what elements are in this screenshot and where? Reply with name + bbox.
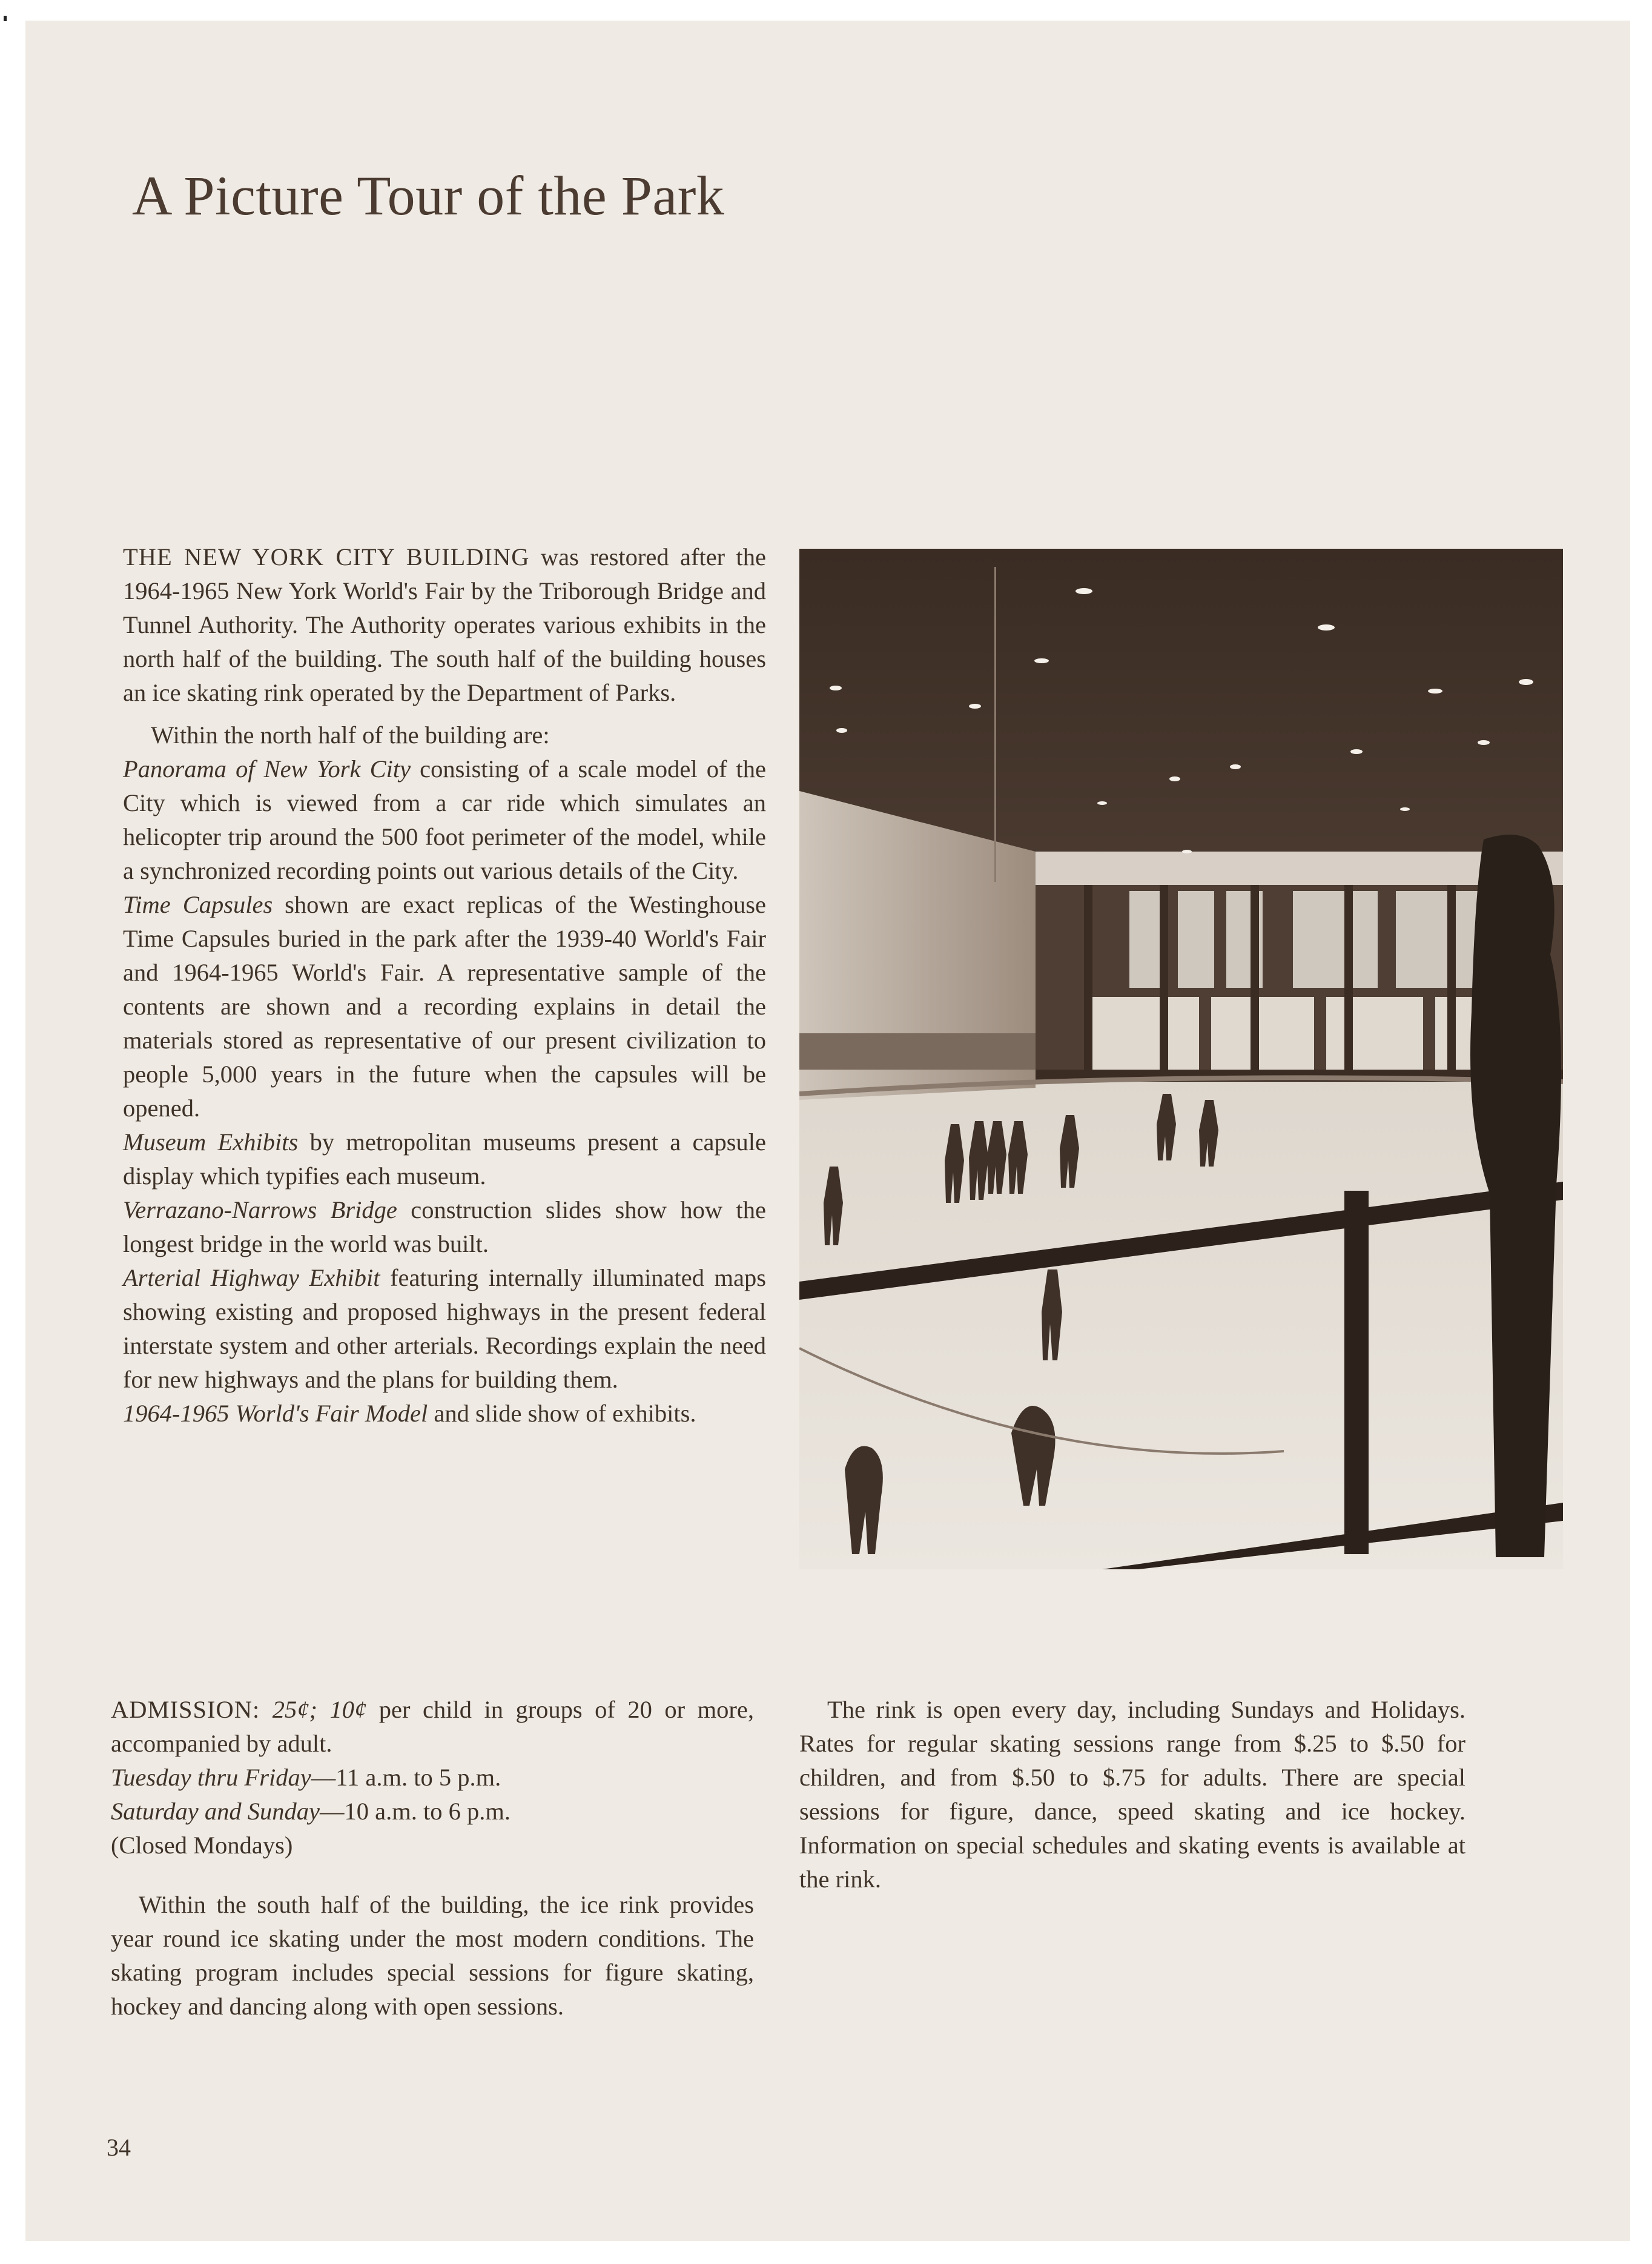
within-north-text: Within the north half of the building are: [151, 721, 550, 749]
exhibit-name: Arterial Highway Exhibit [123, 1264, 380, 1291]
page-title: A Picture Tour of the Park [132, 165, 725, 227]
admission-text: per child in groups of 20 or more, accompanied by adult. [111, 1696, 754, 1757]
exhibit-text: shown are exact replicas of the Westinghouse Time Capsules buried in the park after the 1939-40 World's Fair and 1964-1965 World's Fair. A representative sample of the contents are shown and a recording explains in detail the materials stored as representative of our present civilization to people 5,000 years in the future when the capsules will be opened. [123, 891, 766, 1122]
exhibit-item [123, 1125, 766, 1193]
exhibit-item [123, 888, 766, 1125]
hours-line [111, 1795, 754, 1829]
admission-paragraph [111, 1693, 754, 1761]
intro-text: was restored after the 1964-1965 New York World's Fair by the Triborough Bridge and Tunnel Authority. The Authority operates various exhibits in the north half of the building. The south half of the building houses an ice skating rink operated by the Department of Parks. [123, 543, 766, 706]
hours-days: Tuesday thru Friday [111, 1764, 311, 1791]
exhibit-item [123, 1261, 766, 1397]
exhibit-text: featuring internally illuminated maps showing existing and proposed highways in the present federal interstate system and other arterials. Recordings explain the need for new highways and the plans for building them. [123, 1264, 766, 1393]
exhibit-name: Verrazano-Narrows Bridge [123, 1196, 397, 1223]
exhibit-text: by metropolitan museums present a capsule display which typifies each museum. [123, 1128, 766, 1190]
column-rink [799, 1693, 1465, 1896]
intro-paragraph [123, 540, 766, 710]
south-half-paragraph: Within the south half of the building, the ice rink provides year round ice skating under the most modern conditions. The skating program includes special sessions for figure skating, hockey and dancing along with open sessions. [111, 1891, 754, 2020]
scan-mark [4, 16, 7, 21]
hours-time: —11 a.m. to 5 p.m. [311, 1764, 501, 1791]
hours-days: Saturday and Sunday [111, 1798, 320, 1825]
admission-price: 25¢; 10¢ [260, 1696, 367, 1723]
hours-time: —10 a.m. to 6 p.m. [319, 1798, 510, 1825]
ice-rink-photo [799, 549, 1563, 1569]
rink-paragraph: The rink is open every day, including Sundays and Holidays. Rates for regular skating sessions range from $.25 to $.50 for children, and from $.50 to $.75 for adults. There are special sessions for figure, dance, speed skating and ice hockey. Information on special schedules and skating events is available at the rink. [799, 1696, 1465, 1893]
intro-heading: THE NEW YORK CITY BUILDING [123, 543, 530, 571]
closed-note: (Closed Mondays) [111, 1832, 293, 1859]
exhibit-item [123, 752, 766, 888]
column-exhibits [123, 540, 766, 1431]
exhibit-name: Time Capsules [123, 891, 273, 918]
exhibit-text: consisting of a scale model of the City which is viewed from a car ride which simulates an helicopter trip around the 500 foot perimeter of the model, while a synchronized recording points out various details of the City. [123, 755, 766, 884]
exhibit-name: 1964-1965 World's Fair Model [123, 1400, 428, 1427]
admission-label: ADMISSION: [111, 1696, 260, 1723]
exhibit-name: Museum Exhibits [123, 1128, 299, 1156]
exhibit-text: construction slides show how the longest bridge in the world was built. [123, 1196, 767, 1257]
column-admission [111, 1693, 754, 2024]
exhibit-item [123, 1193, 766, 1261]
page-number: 34 [107, 2134, 131, 2161]
hours-line [111, 1761, 754, 1795]
exhibit-text: and slide show of exhibits. [428, 1400, 696, 1427]
exhibit-name: Panorama of New York City [123, 755, 411, 783]
exhibit-item [123, 1397, 766, 1431]
